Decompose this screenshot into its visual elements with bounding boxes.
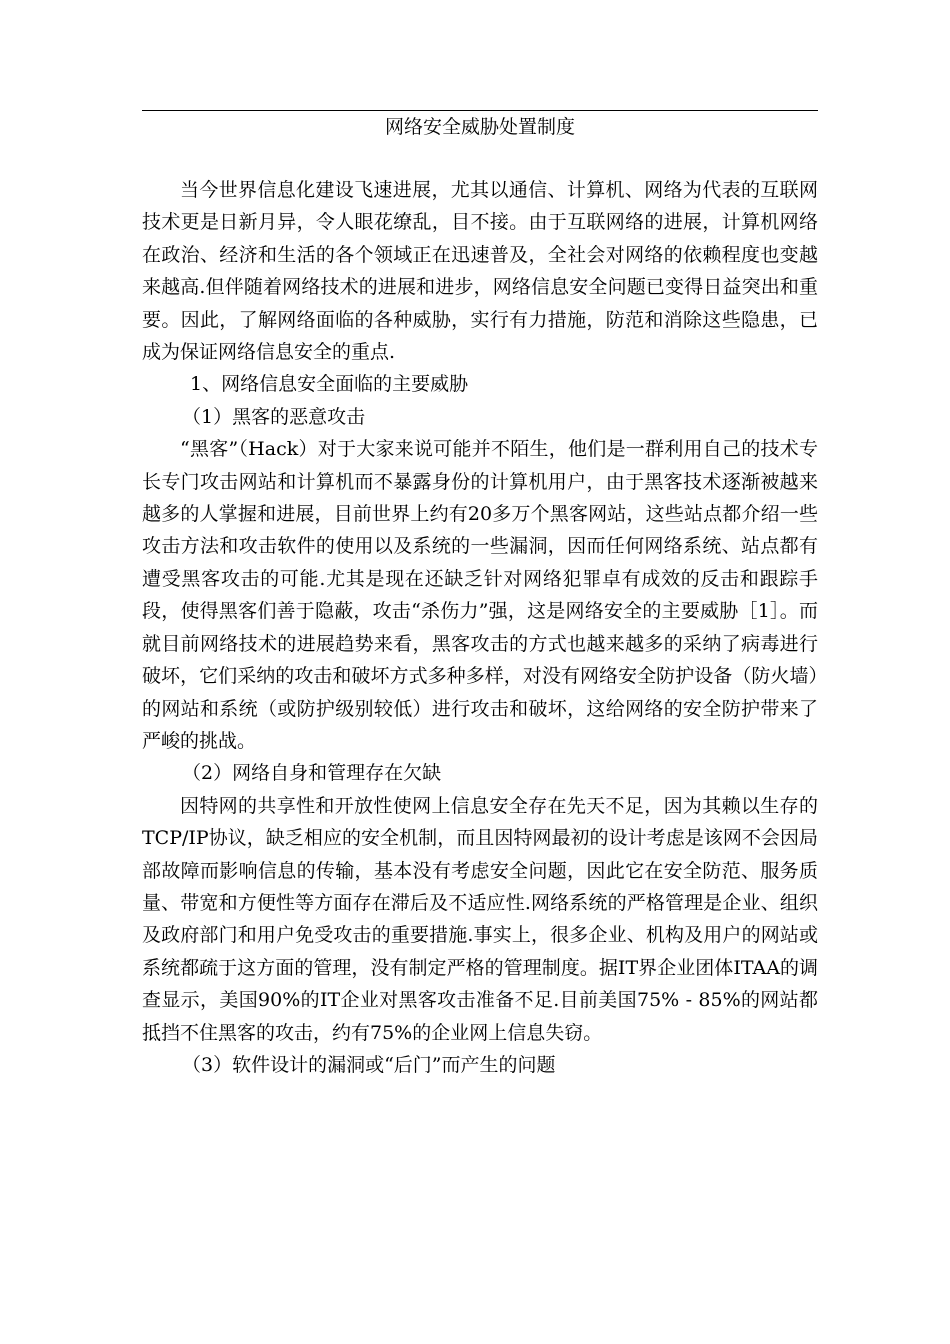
subsection-heading-1: （1）黑客的恶意攻击 bbox=[182, 405, 366, 428]
network-management-paragraph: 因特网的共享性和开放性使网上信息安全存在先天不足，因为其赖以生存的TCP/IP协议，缺乏相应的安全机制，而且因特网最初的设计考虑是该网不会因局部故障而影响信息的传输，基本没有考虑安全问题，因此它在安全防范、服务质量、带宽和方便性等方面存在滞后及不适应性.网络系统的严格管理是企业、组织及政府部门和用户免受攻击的重要措施.事实上，很多企业、机构及用户的网站或系统都疏于这方面的管理，没有制定严格的管理制度。据IT界企业团体ITAA的调查显示，美国90%的IT企业对黑客攻击准备不足.目前美国75% - 85%的网站都抵挡不住黑客的攻击，约有75%的企业网上信息失窃。 bbox=[142, 794, 818, 1044]
subsection-heading-2: （2）网络自身和管理存在欠缺 bbox=[182, 762, 442, 785]
intro-paragraph: 当今世界信息化建设飞速进展，尤其以通信、计算机、网络为代表的互联网技术更是日新月异，令人眼花缭乱，目不接。由于互联网络的进展，计算机网络在政治、经济和生活的各个领域正在迅速普及，全社会对网络的依赖程度也变越来越高.但伴随着网络技术的进展和进步，网络信息安全问题已变得日益突出和重要。因此，了解网络面临的各种威胁，实行有力措施，防范和消除这些隐患，已成为保证网络信息安全的重点. bbox=[142, 179, 818, 364]
hacker-paragraph: “黑客”（Hack）对于大家来说可能并不陌生，他们是一群利用自己的技术专长专门攻击网站和计算机而不暴露身份的计算机用户，由于黑客技术逐渐被越来越多的人掌握和进展，目前世界上约有20多万个黑客网站，这些站点都介绍一些攻击方法和攻击软件的使用以及系统的一些漏洞，因而任何网络系统、站点都有遭受黑客攻击的可能.尤其是现在还缺乏针对网络犯罪卓有成效的反击和跟踪手段，使得黑客们善于隐蔽，攻击“杀伤力”强，这是网络安全的主要威胁［1］。而就目前网络技术的进展趋势来看，黑客攻击的方式也越来越多的采纳了病毒进行破坏，它们采纳的攻击和破坏方式多种多样，对没有网络安全防护设备（防火墙）的网站和系统（或防护级别较低）进行攻击和破坏，这给网络的安全防护带来了严峻的挑战。 bbox=[142, 438, 818, 752]
subsection-heading-3: （3）软件设计的漏洞或“后门”而产生的问题 bbox=[182, 1053, 556, 1076]
document-body bbox=[142, 174, 818, 1081]
section-heading-1: 1、网络信息安全面临的主要威胁 bbox=[190, 373, 469, 396]
document-title: 网络安全威胁处置制度 bbox=[384, 116, 575, 138]
header-rule bbox=[142, 110, 818, 111]
